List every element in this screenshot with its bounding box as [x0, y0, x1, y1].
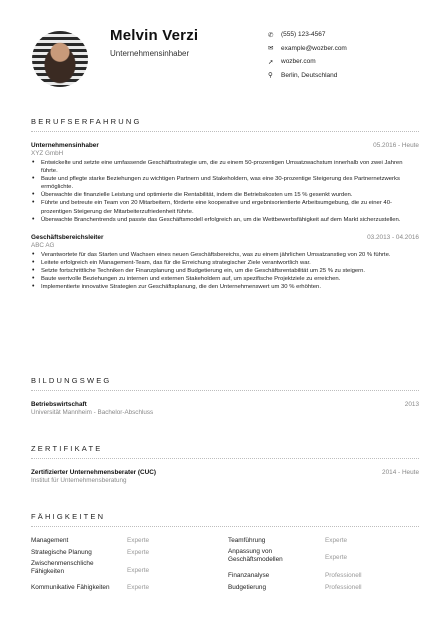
list-item: • Entwickelte und setzte eine umfassende Geschäftsstrategie um, die zu einem 50-prozentigen Umsatzwachstum innerhalb von zwei Jahren führte. [31, 159, 419, 175]
list-item: • Verantwortete für das Starten und Wachsen eines neuen Geschäftsbereichs, was zu einem jährlichen Umsatzanstieg von 20 % führte. [31, 251, 419, 259]
link-icon: ➚ [268, 58, 274, 66]
job-entry [31, 142, 419, 224]
education-date: 2013 [404, 401, 419, 408]
resume-header [0, 0, 448, 110]
list-item: • Überwachte Branchentrends und passte das Geschäftsmodell erfolgreich an, um die Wettbewerbsfähigkeit auf dem Markt sicherzustellen. [31, 216, 419, 224]
skill-name: Finanzanalyse [228, 572, 270, 579]
website-text[interactable]: wozber.com [281, 58, 316, 66]
email-text[interactable]: example@wozber.com [281, 44, 347, 52]
skill-name: Budgetierung [228, 584, 267, 591]
job-date: 05.2016 - Heute [373, 142, 419, 149]
contact-phone [268, 28, 347, 42]
skill-name: Kommunikative Fähigkeiten [31, 584, 110, 591]
contact-website[interactable] [268, 55, 347, 69]
phone-icon: ✆ [268, 31, 274, 39]
list-item: • Implementierte innovative Strategien zur Geschäftsplanung, die den Unternehmenswert um 30 % erhöhten. [31, 283, 419, 291]
person-name: Melvin Verzi [110, 27, 199, 44]
section-divider [31, 390, 419, 391]
education-section [31, 376, 419, 416]
phone-text: (555) 123-4567 [281, 31, 326, 39]
job-bullets [31, 251, 419, 291]
section-title: BILDUNGSWEG [31, 376, 112, 385]
skill-name: Management [31, 537, 69, 544]
contact-list [268, 28, 347, 82]
list-item: • Überwachte die finanzielle Leistung und optimierte die Rentabilität, indem die Betriebskosten um 15 % gesenkt wurden. [31, 191, 419, 199]
section-divider [31, 131, 419, 132]
email-icon: ✉ [268, 45, 274, 53]
section-title: BERUFSERFAHRUNG [31, 117, 142, 126]
job-date: 03.2013 - 04.2016 [367, 233, 419, 241]
person-role: Unternehmensinhaber [110, 49, 190, 58]
skill-level: Experte [325, 554, 348, 561]
skill-name: Teamführung [228, 537, 266, 544]
list-item: • Baute und pflegte starke Beziehungen zu wichtigen Partnern und Stakeholdern, was eine 30-prozentige Steigerung des Partnernetzwerks ermöglichte. [31, 175, 419, 191]
list-item: • Führte und betreute ein Team von 20 Mitarbeitern, förderte eine kooperative und ergebnisorientierte Arbeitsumgebung, die zu einer 40-prozentigen Steigerung der Mitarbeiterzufriedenheit führte. [31, 199, 419, 215]
education-entry [31, 401, 419, 416]
skill-name: Strategische Planung [31, 549, 92, 556]
skill-level: Experte [127, 537, 150, 544]
job-bullets [31, 159, 419, 224]
location-icon: ⚲ [268, 72, 273, 80]
job-title: Unternehmensinhaber [31, 142, 99, 149]
contact-location [268, 69, 347, 83]
list-item: • Leitete erfolgreich ein Management-Team, das für die Erreichung strategischer Ziele verantwortlich war. [31, 259, 419, 267]
skill-level: Experte [127, 584, 150, 591]
experience-section [31, 117, 419, 291]
section-divider [31, 526, 419, 527]
list-item: • Baute wertvolle Beziehungen zu internen und externen Stakeholdern auf, um spezifische Projektziele zu erreichen. [31, 275, 419, 283]
certificate-issuer: Institut für Unternehmensberatung [31, 477, 127, 484]
contact-email[interactable] [268, 42, 347, 56]
job-entry [31, 234, 419, 291]
job-company: ABC AG [31, 241, 55, 249]
skill-level: Experte [325, 537, 348, 544]
skill-name: Anpassung von Geschäftsmodellen [228, 548, 283, 563]
list-item: • Setzte fortschrittliche Techniken der Finanzplanung und Budgetierung ein, um die Geschäftsrentabilität um 25 % zu steigern. [31, 267, 419, 275]
section-title: FÄHIGKEITEN [31, 512, 106, 521]
skill-name: Zwischenmenschliche Fähigkeiten [31, 560, 94, 575]
section-title: ZERTIFIKATE [31, 444, 103, 453]
section-divider [31, 458, 419, 459]
degree-title: Betriebswirtschaft [31, 401, 87, 408]
certificates-section [31, 444, 419, 484]
job-company: XYZ GmbH [31, 150, 64, 157]
skills-section [31, 512, 419, 527]
certificate-entry [31, 469, 419, 484]
certificate-date: 2014 - Heute [382, 469, 419, 476]
certificate-title: Zertifizierter Unternehmensberater (CUC) [31, 469, 156, 476]
education-institution: Universität Mannheim - Bachelor-Abschluss [31, 409, 154, 416]
skill-level: Professionell [325, 584, 362, 591]
skill-level: Experte [127, 549, 150, 556]
location-text: Berlin, Deutschland [281, 71, 338, 79]
profile-photo [32, 31, 88, 87]
job-title: Geschäftsbereichsleiter [31, 233, 104, 241]
skill-level: Professionell [325, 572, 362, 579]
skill-level: Experte [127, 567, 150, 574]
